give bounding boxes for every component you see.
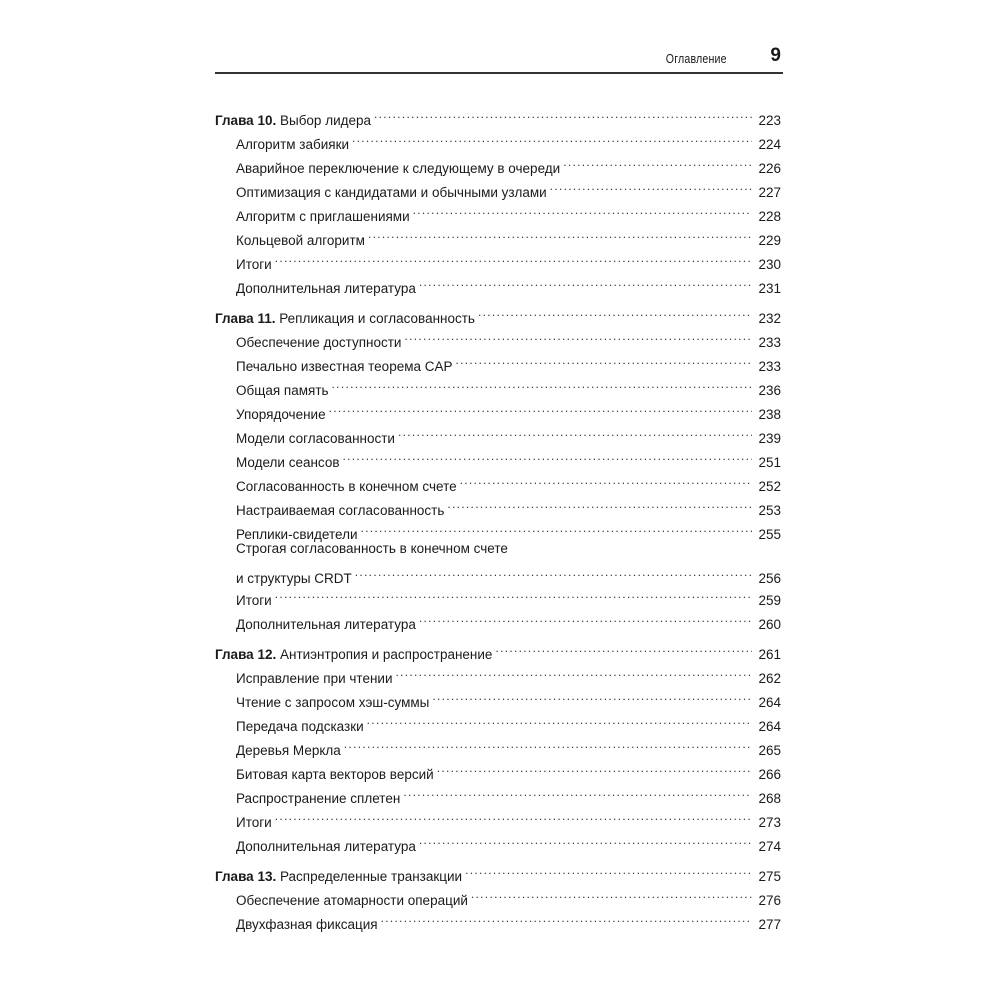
section-page: 227: [758, 185, 781, 200]
section-title: Алгоритм забияки: [236, 137, 350, 152]
toc-section-entry[interactable]: [215, 581, 781, 608]
section-page: 233: [758, 359, 781, 374]
chapter-number: Глава 13.: [215, 869, 277, 884]
toc-section-entry[interactable]: [215, 539, 781, 586]
section-title: Дополнительная литература: [236, 839, 416, 854]
dot-leader: [374, 101, 752, 125]
dot-leader: [550, 173, 752, 197]
section-title: Общая память: [236, 383, 329, 398]
dot-leader: [413, 197, 752, 221]
dot-leader: [396, 659, 752, 683]
section-page: 229: [758, 233, 781, 248]
section-title: Кольцевой алгоритм: [236, 233, 365, 248]
toc-section-entry[interactable]: [215, 269, 781, 296]
chapter-number: Глава 10.: [215, 113, 277, 128]
section-page: 224: [758, 137, 781, 152]
section-title: Распространение сплетен: [236, 791, 401, 806]
dot-leader: [403, 779, 752, 803]
dot-leader: [419, 605, 752, 629]
section-page: 262: [758, 671, 781, 686]
section-title: Битовая карта векторов версий: [236, 767, 434, 782]
section-page: 252: [758, 479, 781, 494]
running-title: Оглавление: [666, 52, 727, 66]
chapter-13: [215, 857, 781, 932]
section-title: Алгоритм с приглашениями: [236, 209, 410, 224]
chapter-title: Выбор лидера: [279, 113, 372, 128]
dot-leader: [275, 581, 752, 605]
section-title: Исправление при чтении: [236, 671, 393, 686]
section-page: 226: [758, 161, 781, 176]
dot-leader: [419, 269, 752, 293]
section-title: Упорядочение: [236, 407, 326, 422]
toc-chapter-entry[interactable]: [215, 857, 781, 884]
section-page: 253: [758, 503, 781, 518]
dot-leader: [404, 323, 752, 347]
section-title-line2: и структуры CRDT: [236, 571, 352, 586]
dot-leader: [478, 299, 752, 323]
chapter-10: [215, 101, 781, 296]
section-title: Дополнительная литература: [236, 281, 416, 296]
dot-leader: [275, 245, 752, 269]
toc-chapter-entry[interactable]: [215, 101, 781, 128]
section-page: 231: [758, 281, 781, 296]
dot-leader: [465, 857, 752, 881]
section-title: Итоги: [236, 257, 272, 272]
toc-section-entry[interactable]: [215, 245, 781, 272]
section-title: Модели согласованности: [236, 431, 395, 446]
section-page: 264: [758, 719, 781, 734]
dot-leader: [343, 443, 752, 467]
section-page: 260: [758, 617, 781, 632]
section-page: 274: [758, 839, 781, 854]
section-page: 265: [758, 743, 781, 758]
section-page: 276: [758, 893, 781, 908]
section-title: Передача подсказки: [236, 719, 364, 734]
chapter-page: 275: [758, 869, 781, 884]
dot-leader: [495, 635, 752, 659]
dot-leader: [355, 559, 752, 583]
chapter-number: Глава 12.: [215, 647, 277, 662]
section-page: 273: [758, 815, 781, 830]
section-page: 238: [758, 407, 781, 422]
dot-leader: [471, 881, 752, 905]
section-title: Обеспечение доступности: [236, 335, 402, 350]
dot-leader: [381, 905, 752, 929]
chapter-page: 223: [758, 113, 781, 128]
dot-leader: [447, 491, 752, 515]
section-page: 233: [758, 335, 781, 350]
section-title: Аварийное переключение к следующему в очереди: [236, 161, 561, 176]
toc-section-entry[interactable]: [215, 605, 781, 632]
section-page: 230: [758, 257, 781, 272]
dot-leader: [329, 395, 752, 419]
section-page: 255: [758, 527, 781, 542]
dot-leader: [361, 515, 753, 539]
section-page: 239: [758, 431, 781, 446]
section-title: Модели сеансов: [236, 455, 340, 470]
chapter-page: 261: [758, 647, 781, 662]
chapter-title: Распределенные транзакции: [279, 869, 463, 884]
table-of-contents: [215, 101, 781, 935]
dot-leader: [275, 803, 752, 827]
section-title: Согласованность в конечном счете: [236, 479, 457, 494]
section-page: 259: [758, 593, 781, 608]
section-page: 277: [758, 917, 781, 932]
toc-chapter-entry[interactable]: [215, 635, 781, 662]
chapter-12: [215, 635, 781, 854]
dot-leader: [456, 347, 752, 371]
dot-leader: [398, 419, 752, 443]
dot-leader: [367, 707, 752, 731]
chapter-page: 232: [758, 311, 781, 326]
dot-leader: [437, 755, 752, 779]
page-number: 9: [770, 45, 781, 66]
section-title: Дополнительная литература: [236, 617, 416, 632]
section-title: Двухфазная фиксация: [236, 917, 378, 932]
dot-leader: [332, 371, 752, 395]
chapter-11: [215, 299, 781, 632]
section-title-line1: Строгая согласованность в конечном счете: [236, 541, 508, 556]
section-page: 256: [758, 571, 781, 586]
chapter-title: Репликация и согласованность: [279, 311, 475, 326]
toc-chapter-entry[interactable]: [215, 299, 781, 326]
section-page: 251: [758, 455, 781, 470]
section-page: 228: [758, 209, 781, 224]
section-title: Настраиваемая согласованность: [236, 503, 445, 518]
chapter-title: Антиэнтропия и распространение: [279, 647, 493, 662]
section-title: Обеспечение атомарности операций: [236, 893, 468, 908]
section-title: Реплики-свидетели: [236, 527, 358, 542]
dot-leader: [563, 149, 752, 173]
dot-leader: [419, 827, 752, 851]
section-title: Оптимизация с кандидатами и обычными узлами: [236, 185, 547, 200]
section-title: Итоги: [236, 593, 272, 608]
dot-leader: [432, 683, 752, 707]
section-page: 236: [758, 383, 781, 398]
section-title: Чтение с запросом хэш-суммы: [236, 695, 430, 710]
toc-section-entry[interactable]: [215, 827, 781, 854]
section-title: Печально известная теорема CAP: [236, 359, 453, 374]
running-head: [215, 44, 783, 74]
section-title: Деревья Меркла: [236, 743, 341, 758]
section-page: 268: [758, 791, 781, 806]
section-page: 264: [758, 695, 781, 710]
section-page: 266: [758, 767, 781, 782]
dot-leader: [368, 221, 752, 245]
section-title: Итоги: [236, 815, 272, 830]
dot-leader: [344, 731, 752, 755]
dot-leader: [460, 467, 752, 491]
chapter-number: Глава 11.: [215, 311, 276, 326]
dot-leader: [352, 125, 752, 149]
toc-section-entry[interactable]: [215, 803, 781, 830]
